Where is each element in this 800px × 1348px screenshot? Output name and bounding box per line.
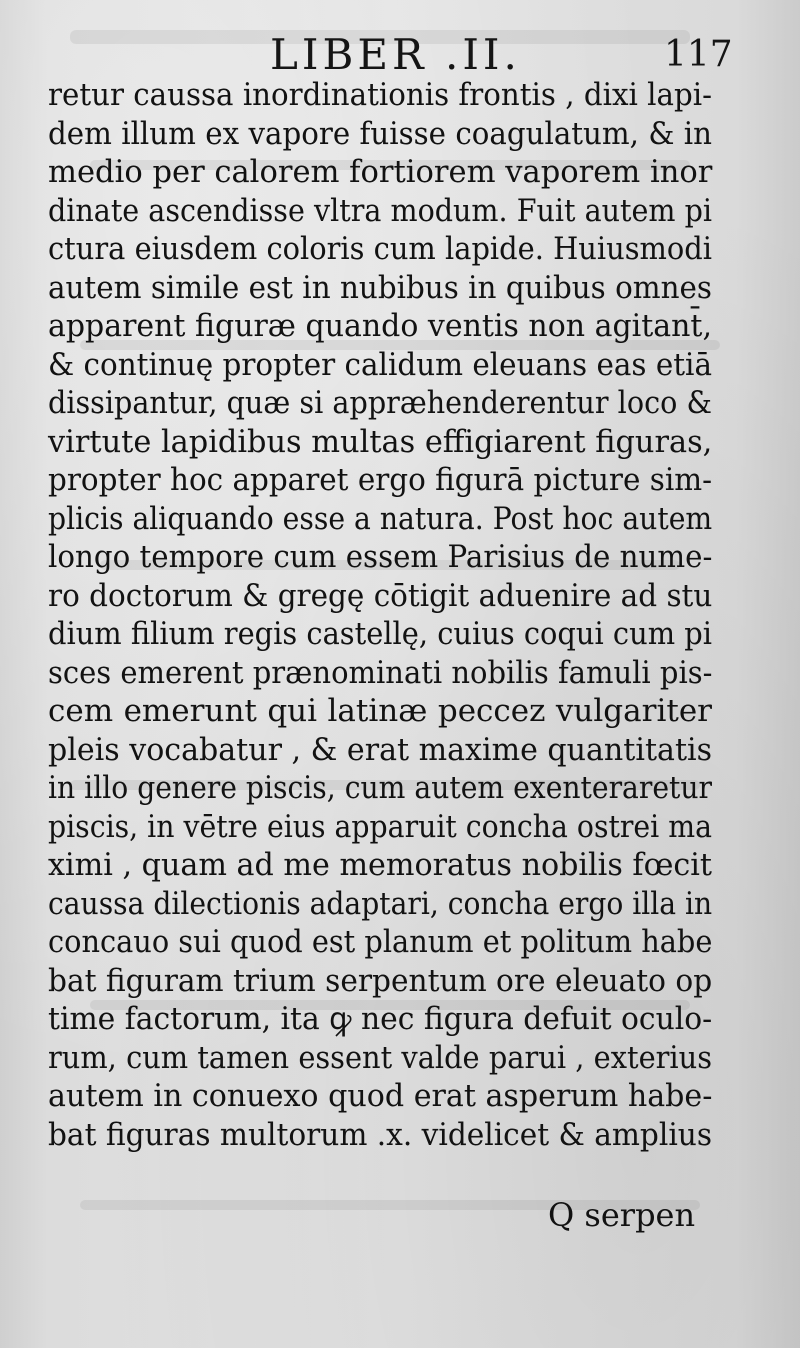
text-line: bat figuras multorum .x. videlicet & amplius [48,1116,713,1153]
text-line: apparent figuræ quando ventis non agitant̄, [48,308,712,344]
text-line: propter hoc apparet ergo figurā picture sim- [48,462,713,498]
text-line: pleis vocabatur , & erat maxime quantitatis [48,731,713,768]
text-line: ctura eiusdem coloris cum lapide. Huiusmodi [48,231,712,267]
text-line: autem simile est in nubibus in quibus omnes [48,269,712,306]
text-line: caussa dilectionis adaptari, concha ergo illa in [48,885,713,922]
text-line: cem emerunt qui latinæ peccez vulgariter [48,693,712,729]
text-line: autem in conuexo quod erat asperum habe- [48,1078,713,1114]
text-line: & continuę propter calidum eleuans eas etiā [48,346,712,383]
text-line: sces emerent prænominati nobilis famuli pis- [48,654,713,691]
text-line: ximi , quam ad me memoratus nobilis fœcit [48,847,712,883]
text-line: longo tempore cum essem Parisius de nume- [48,539,713,575]
text-line: ro doctorum & gregę cōtigit aduenire ad stu [48,577,713,614]
body-text [48,76,712,1154]
text-line: virtute lapidibus multas effigiarent figuras, [48,423,713,460]
catchword: Q serpen [548,1196,696,1234]
page-number: 117 [664,34,733,75]
text-line: retur caussa inordinationis frontis , dixi lapi- [48,77,712,113]
text-line: piscis, in vētre eius apparuit concha ostrei ma [48,808,712,845]
page-header [0,22,800,82]
text-line: concauo sui quod est planum et politum habe [48,924,713,960]
text-line: dinate ascendisse vltra modum. Fuit autem pi [48,192,712,229]
text-line: plicis aliquando esse a natura. Post hoc autem [48,500,713,537]
text-line: medio per calorem fortiorem vaporem inor [48,154,713,190]
text-line: dium filium regis castellę, cuius coqui cum pi [48,616,712,652]
text-line: dem illum ex vapore fuisse coagulatum, & in [48,115,712,152]
text-line: in illo genere piscis, cum autem exenteraretur [48,770,712,806]
running-head: LIBER .II. [270,30,521,79]
text-line: rum, cum tamen essent valde parui , exterius [48,1039,712,1076]
text-line: bat figuram trium serpentum ore eleuato op [48,962,713,999]
text-line: time factorum, ita ꝙ nec figura defuit oculo- [48,1001,713,1037]
text-line: dissipantur, quæ si appræhenderentur loco & [48,385,712,421]
